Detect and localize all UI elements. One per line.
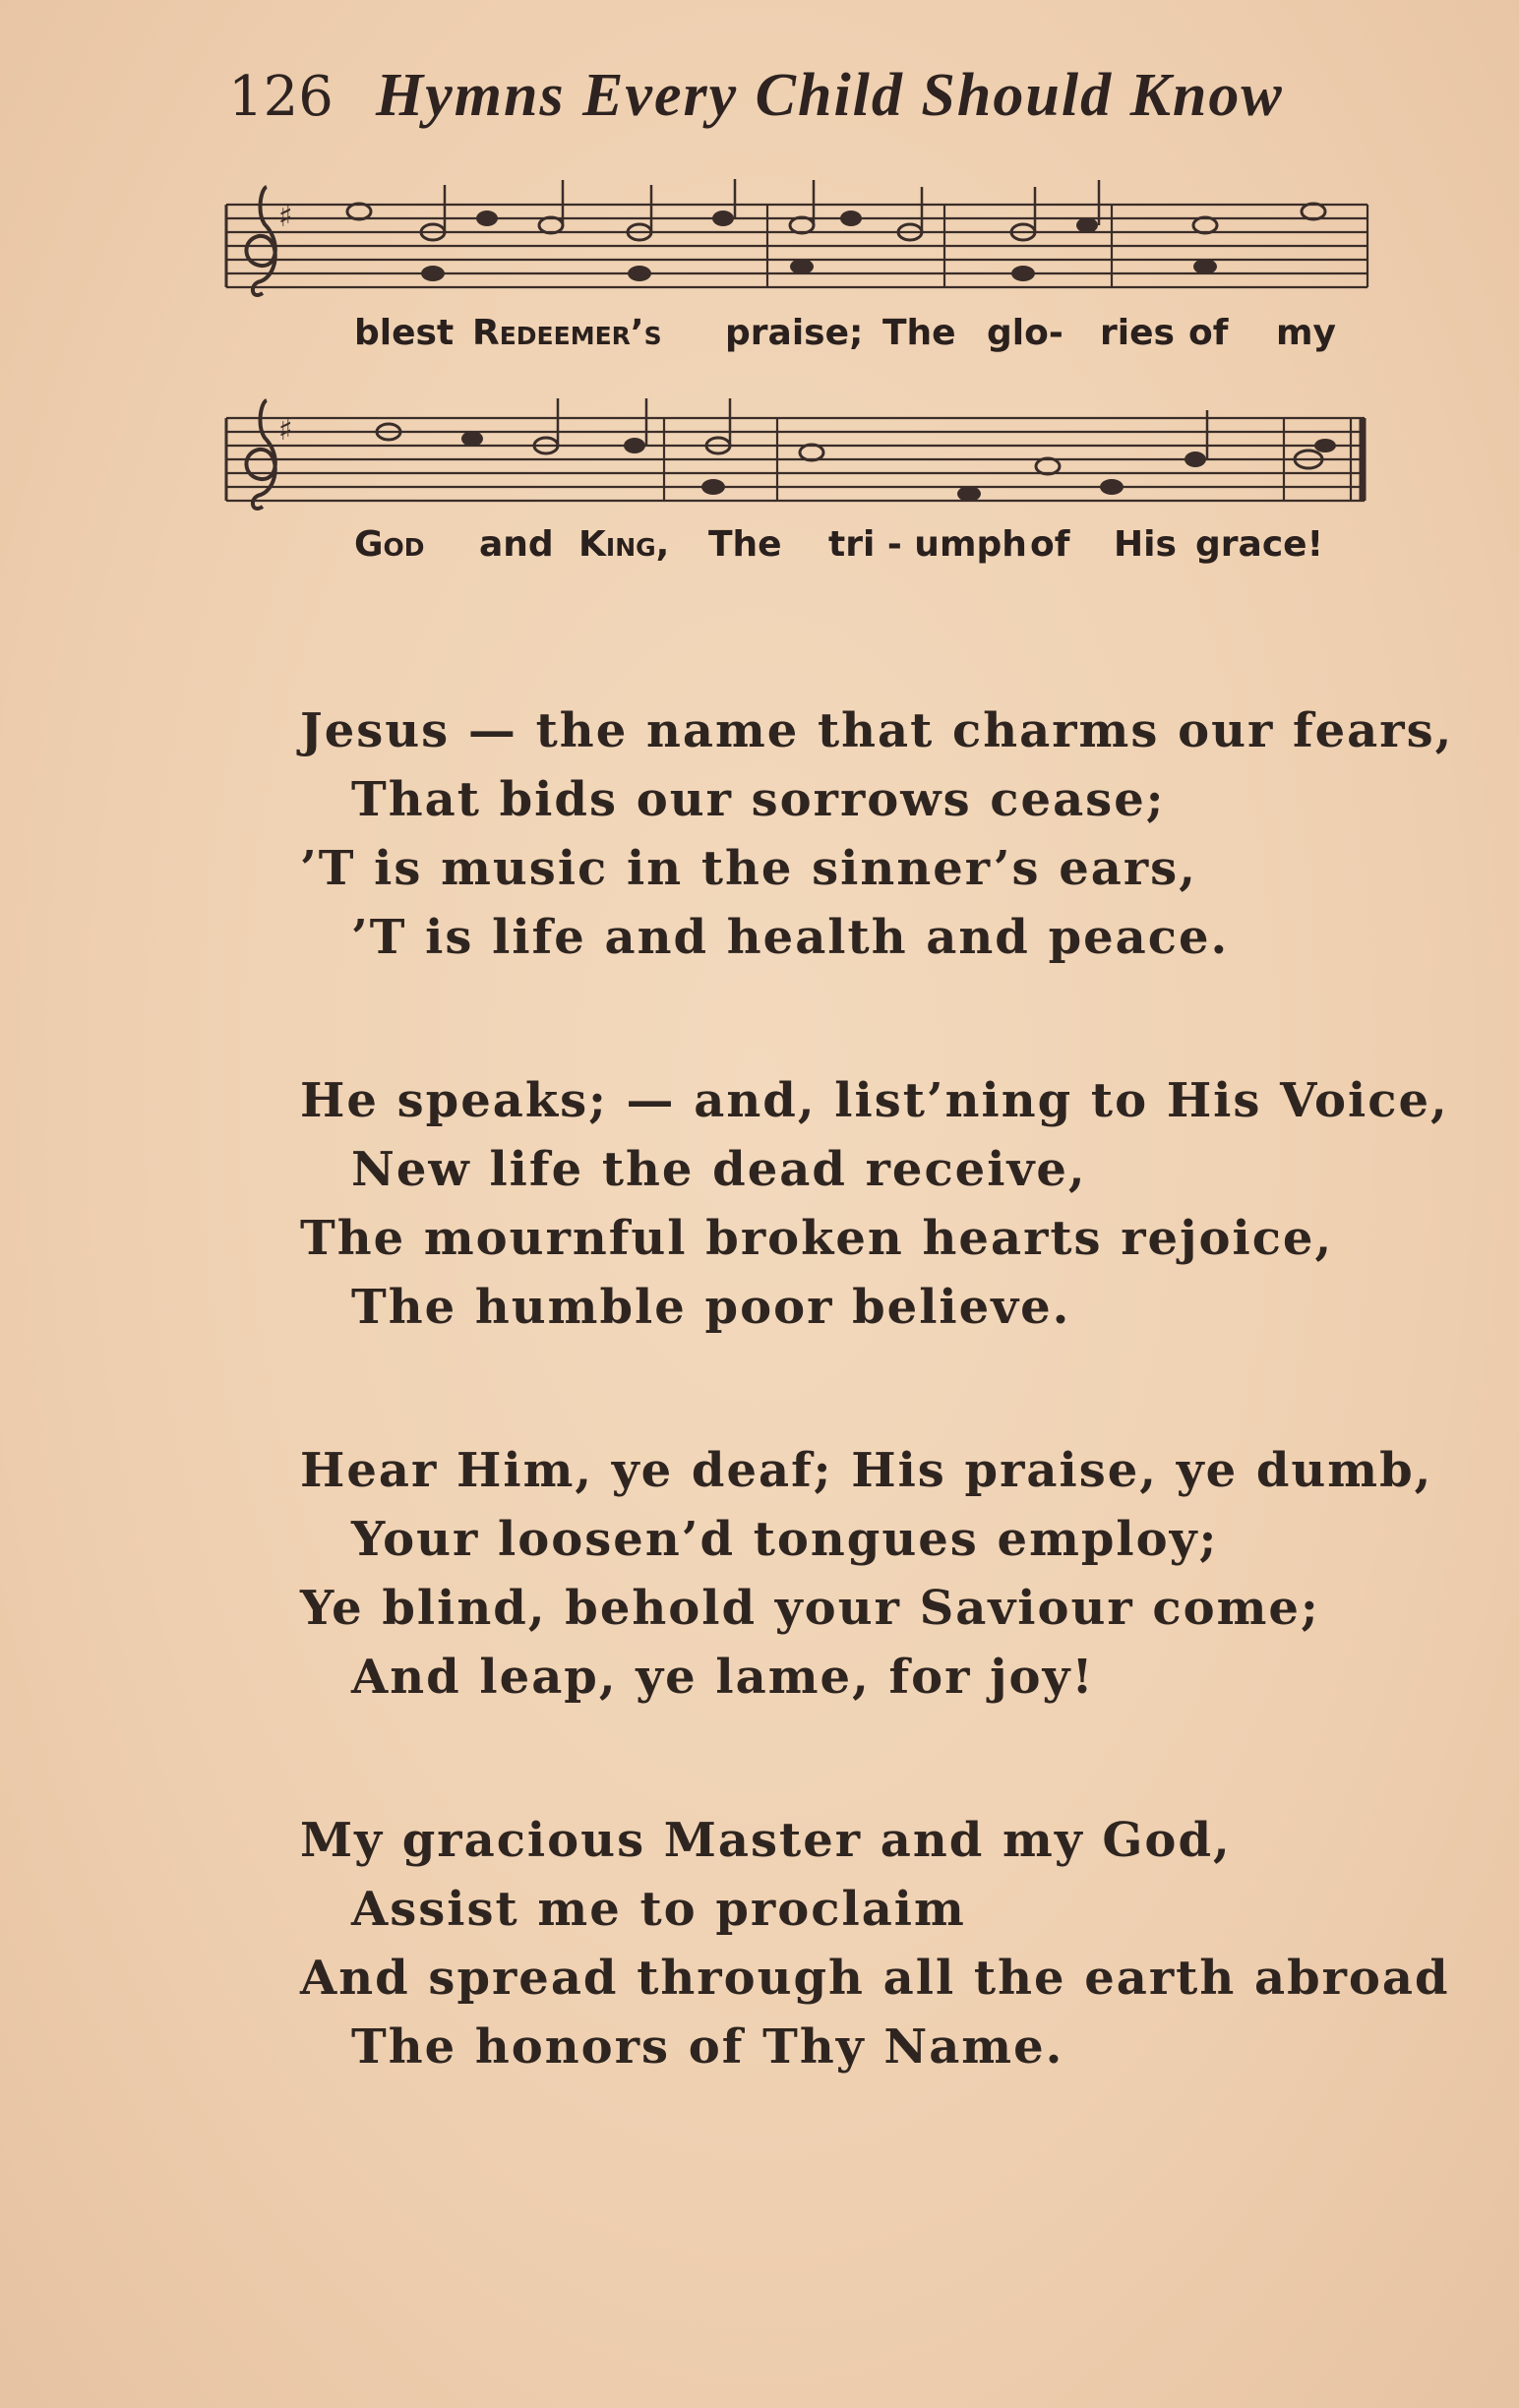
verse-line: The honors of Thy Name. [351, 2019, 1064, 2075]
page-number: 126 [228, 65, 334, 129]
hymn-verses [300, 696, 1454, 2176]
sharp-icon: ♯ [278, 200, 293, 234]
staff-2 [221, 389, 1377, 536]
lyrics-line-1 [221, 313, 1377, 372]
verse-line: And leap, ye lame, for joy! [351, 1650, 1095, 1705]
music-system-1 [221, 175, 1377, 372]
music-system-2 [221, 389, 1377, 595]
lyric-word: His [1114, 524, 1177, 565]
lyric-word: glo- [987, 313, 1063, 353]
lyric-word: God [354, 524, 425, 565]
verse-line: He speaks; — and, list’ning to His Voice, [300, 1073, 1449, 1128]
lyric-word: of [1030, 524, 1070, 565]
lyric-word: The [708, 524, 782, 565]
treble-clef-icon [246, 400, 274, 509]
page-header [228, 61, 1310, 150]
lyric-word: grace! [1195, 524, 1323, 565]
stanza-2 [300, 1066, 1449, 1342]
stanza-3 [300, 1436, 1433, 1712]
verse-line: Hear Him, ye deaf; His praise, ye dumb, [300, 1443, 1433, 1498]
lyric-word: and [479, 524, 554, 565]
lyric-word: Redeemer’s [472, 313, 662, 353]
verse-line: Your loosen’d tongues employ; [351, 1512, 1219, 1567]
lyric-word: blest [354, 313, 455, 353]
lyric-word: King, [578, 524, 670, 565]
verse-line: Assist me to proclaim [351, 1882, 966, 1937]
verse-line: The humble poor believe. [351, 1280, 1071, 1335]
sharp-icon: ♯ [278, 413, 293, 448]
verse-line: New life the dead receive, [351, 1142, 1087, 1197]
verse-line: Jesus — the name that charms our fears, [300, 703, 1454, 758]
lyric-word: tri - umph [828, 524, 1027, 565]
running-title: Hymns Every Child Should Know [376, 62, 1284, 129]
stanza-1 [300, 696, 1454, 972]
verse-line: ’T is music in the sinner’s ears, [300, 841, 1197, 896]
lyrics-line-2 [221, 524, 1377, 583]
lyric-word: ries [1100, 313, 1175, 353]
verse-line: The mournful broken hearts rejoice, [300, 1211, 1334, 1266]
lyric-word: praise; [725, 313, 864, 353]
lyric-word: my [1276, 313, 1336, 353]
staff-1 [221, 175, 1377, 313]
treble-clef-icon [246, 187, 274, 295]
lyric-word: The [882, 313, 956, 353]
verse-line: That bids our sorrows cease; [351, 772, 1166, 827]
verse-line: ’T is life and health and peace. [351, 910, 1230, 965]
lyric-word: of [1188, 313, 1229, 353]
verse-line: And spread through all the earth abroad [300, 1951, 1450, 2006]
stanza-4 [300, 1806, 1450, 2081]
verse-line: Ye blind, behold your Saviour come; [300, 1581, 1320, 1636]
verse-line: My gracious Master and my God, [300, 1813, 1232, 1868]
